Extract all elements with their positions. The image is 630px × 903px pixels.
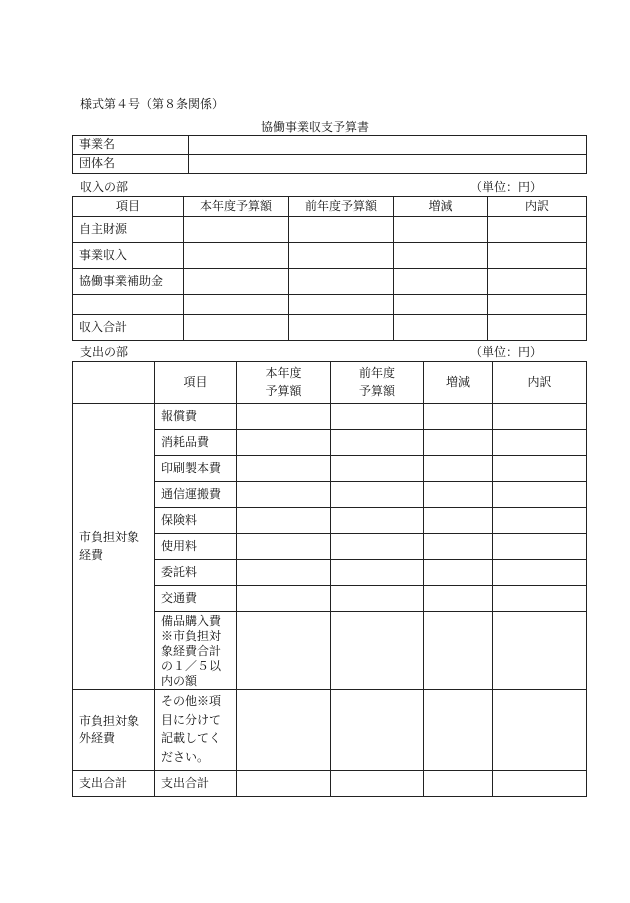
other-note-line: その他※項 [161, 694, 222, 708]
expense-header-current-line2: 予算額 [265, 383, 302, 398]
expense-cell[interactable] [331, 508, 424, 534]
expense-cell[interactable] [237, 534, 331, 560]
income-total-label: 収入合計 [73, 315, 184, 341]
income-cell[interactable] [394, 217, 488, 243]
expense-cell[interactable] [424, 586, 493, 612]
non-city-burden-group-line1: 市負担対象 [79, 713, 140, 728]
expense-cell[interactable] [424, 560, 493, 586]
expense-total-group: 支出合計 [73, 771, 155, 797]
income-header-previous: 前年度予算額 [289, 197, 394, 217]
income-cell[interactable] [488, 243, 587, 269]
expense-cell[interactable] [493, 482, 587, 508]
income-cell[interactable] [184, 243, 289, 269]
income-row-label: 協働事業補助金 [73, 269, 184, 295]
expense-item-label: 委託料 [155, 560, 237, 586]
expense-item-label: 印刷製本費 [155, 456, 237, 482]
income-cell[interactable] [289, 217, 394, 243]
equipment-note-line: 内の額 [161, 674, 198, 688]
expense-cell[interactable] [493, 404, 587, 430]
equipment-note-line: 象経費合計 [161, 644, 222, 658]
expense-header-previous-line2: 予算額 [358, 383, 395, 398]
expense-cell[interactable] [237, 690, 331, 771]
expense-cell[interactable] [237, 560, 331, 586]
expense-cell[interactable] [237, 508, 331, 534]
other-note-line: 記載してく [161, 731, 222, 746]
expense-cell[interactable] [493, 534, 587, 560]
business-name-label: 事業名 [73, 136, 189, 155]
other-note-line: 目に分けて [161, 712, 222, 727]
expense-cell[interactable] [331, 612, 424, 690]
income-cell[interactable] [488, 269, 587, 295]
income-cell[interactable] [289, 269, 394, 295]
equipment-item [155, 612, 237, 690]
non-city-burden-group [73, 690, 155, 771]
expense-cell[interactable] [237, 612, 331, 690]
page-title: 協働事業収支予算書 [260, 120, 369, 134]
expense-cell[interactable] [331, 771, 424, 797]
non-city-burden-group-line2: 外経費 [79, 731, 116, 745]
income-header-breakdown: 内訳 [488, 197, 587, 217]
income-cell[interactable] [394, 295, 488, 315]
expense-cell[interactable] [424, 482, 493, 508]
city-burden-group [73, 404, 155, 690]
income-unit-label: （単位：円） [470, 180, 543, 194]
organization-name-field[interactable] [189, 155, 587, 174]
expense-item-label: 報償費 [155, 404, 237, 430]
expense-cell[interactable] [424, 612, 493, 690]
income-cell[interactable] [488, 295, 587, 315]
expense-item-label: 消耗品費 [155, 430, 237, 456]
form-number: 様式第４号（第８条関係） [80, 97, 225, 111]
expense-cell[interactable] [424, 456, 493, 482]
income-header-current: 本年度予算額 [184, 197, 289, 217]
expense-cell[interactable] [237, 456, 331, 482]
expense-cell[interactable] [493, 430, 587, 456]
expense-header-change: 増減 [424, 362, 493, 404]
basic-info-table [72, 135, 587, 174]
expense-cell[interactable] [493, 612, 587, 690]
expense-cell[interactable] [331, 690, 424, 771]
expense-cell[interactable] [237, 586, 331, 612]
expense-item-label: 使用料 [155, 534, 237, 560]
other-note-line: ださい。 [161, 749, 210, 764]
income-cell[interactable] [289, 315, 394, 341]
expense-total-item: 支出合計 [155, 771, 237, 797]
income-cell[interactable] [394, 269, 488, 295]
city-burden-group-line2: 経費 [79, 547, 104, 562]
income-cell[interactable] [488, 315, 587, 341]
expense-cell[interactable] [237, 430, 331, 456]
income-row-label: 自主財源 [73, 217, 184, 243]
expense-unit-label: （単位：円） [470, 345, 543, 359]
expense-cell[interactable] [424, 404, 493, 430]
expense-cell[interactable] [331, 430, 424, 456]
expense-cell[interactable] [493, 456, 587, 482]
expense-cell[interactable] [493, 771, 587, 797]
expense-header-breakdown: 内訳 [493, 362, 587, 404]
expense-header-previous [331, 362, 424, 404]
income-cell[interactable] [184, 295, 289, 315]
expense-item-label: 交通費 [155, 586, 237, 612]
expense-section-label: 支出の部 [80, 345, 129, 359]
expense-cell[interactable] [331, 560, 424, 586]
income-cell[interactable] [394, 315, 488, 341]
income-cell[interactable] [289, 295, 394, 315]
expense-header-item: 項目 [155, 362, 237, 404]
equipment-note-line: ※市負担対 [161, 629, 222, 643]
expense-cell[interactable] [237, 482, 331, 508]
business-name-field[interactable] [189, 136, 587, 155]
income-row-label: 事業収入 [73, 243, 184, 269]
income-cell[interactable] [394, 243, 488, 269]
expense-cell[interactable] [424, 508, 493, 534]
expense-header-previous-line1: 前年度 [358, 366, 395, 381]
expense-cell[interactable] [331, 534, 424, 560]
expense-item-label: 通信運搬費 [155, 482, 237, 508]
expense-cell[interactable] [424, 534, 493, 560]
expense-header-current-line1: 本年度 [265, 366, 302, 381]
expense-cell[interactable] [493, 508, 587, 534]
income-row-label[interactable] [73, 295, 184, 315]
expense-cell[interactable] [331, 404, 424, 430]
income-cell[interactable] [184, 315, 289, 341]
income-cell[interactable] [289, 243, 394, 269]
expense-cell[interactable] [237, 771, 331, 797]
income-header-change: 増減 [394, 197, 488, 217]
expense-item-label: 保険料 [155, 508, 237, 534]
expense-cell[interactable] [424, 690, 493, 771]
expense-cell[interactable] [424, 430, 493, 456]
income-section-label: 収入の部 [80, 180, 129, 194]
organization-name-label: 団体名 [73, 155, 189, 174]
expense-cell[interactable] [493, 560, 587, 586]
income-table [72, 196, 587, 341]
city-burden-group-line1: 市負担対象 [79, 530, 140, 545]
expense-cell[interactable] [493, 586, 587, 612]
expense-cell[interactable] [331, 482, 424, 508]
expense-cell[interactable] [493, 690, 587, 771]
income-cell[interactable] [488, 217, 587, 243]
equipment-item-label: 備品購入費 [161, 614, 222, 628]
other-item [155, 690, 237, 771]
income-header-item: 項目 [73, 197, 184, 217]
expense-table [72, 361, 587, 797]
expense-cell[interactable] [237, 404, 331, 430]
income-cell[interactable] [184, 269, 289, 295]
expense-header-current [237, 362, 331, 404]
income-cell[interactable] [184, 217, 289, 243]
expense-header-blank [73, 362, 155, 404]
equipment-note-line: の１／５以 [161, 659, 222, 673]
expense-cell[interactable] [331, 586, 424, 612]
expense-cell[interactable] [331, 456, 424, 482]
expense-cell[interactable] [424, 771, 493, 797]
